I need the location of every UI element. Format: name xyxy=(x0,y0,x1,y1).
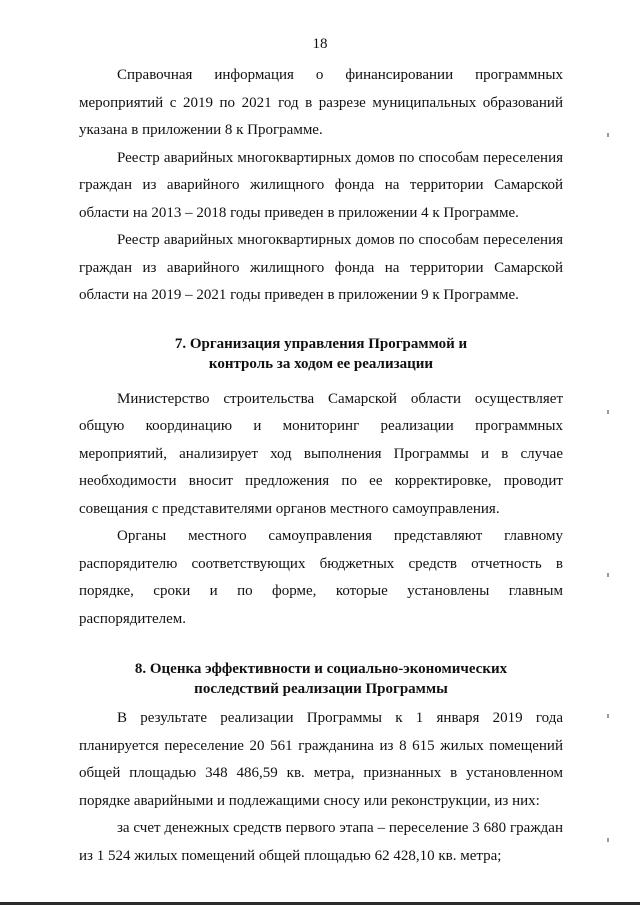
paragraph-resettlement-results: В результате реализации Программы к 1 января 2019 года планируется переселение 20 561 гражданина из 8 615 жилых помещений общей площадью 348 486,59 кв. метра, признанных в установленном порядке аварийными и подлежащими сносу или реконструкции, из них: xyxy=(79,710,563,809)
paragraph-first-stage-funding: за счет денежных средств первого этапа – переселение 3 680 граждан из 1 524 жилых помещений общей площадью 62 428,10 кв. метра; xyxy=(79,820,563,864)
scan-mark xyxy=(607,410,609,414)
section-8-heading-line-2: последствий реализации Программы xyxy=(194,681,448,697)
paragraph-registry-2013-2018: Реестр аварийных многоквартирных домов по способам переселения граждан из аварийного жилищного фонда на территории Самарской области на 2013 – 2018 годы приведен в приложении 4 к Программе. xyxy=(79,149,563,221)
scan-mark xyxy=(607,838,609,842)
document-body xyxy=(79,62,563,870)
paragraph-local-authorities-reporting: Органы местного самоуправления представляют главному распорядителю соответствующих бюджетных средств отчетность в порядке, сроки и по форме, которые установлены главным распорядителем. xyxy=(79,528,563,627)
paragraph-ministry-coordination: Министерство строительства Самарской области осуществляет общую координацию и мониторинг реализации программных мероприятий, анализирует ход выполнения Программы и в случае необходимости вносит предложения по ее корректировке, проводит совещания с представителями органов местного самоуправления. xyxy=(79,390,563,517)
scan-mark xyxy=(607,714,609,718)
scan-mark xyxy=(607,133,609,137)
section-8-heading xyxy=(79,659,563,699)
section-7-heading-line-2: контроль за ходом ее реализации xyxy=(208,355,434,372)
paragraph-registry-2019-2021: Реестр аварийных многоквартирных домов по способам переселения граждан из аварийного жилищного фонда на территории Самарской области на 2019 – 2021 годы приведен в приложении 9 к Программе. xyxy=(79,232,563,303)
section-7-heading xyxy=(79,334,563,374)
section-8-heading-line-1: 8. Оценка эффективности и социально-экономических xyxy=(134,661,508,677)
scan-mark xyxy=(607,573,609,577)
page-number: 18 xyxy=(312,36,328,52)
section-7-heading-line-1: 7. Организация управления Программой и xyxy=(174,335,468,352)
paragraph-financing-info: Справочная информация о финансировании программных мероприятий с 2019 по 2021 год в разрезе муниципальных образований указана в приложении 8 к Программе. xyxy=(79,67,563,138)
